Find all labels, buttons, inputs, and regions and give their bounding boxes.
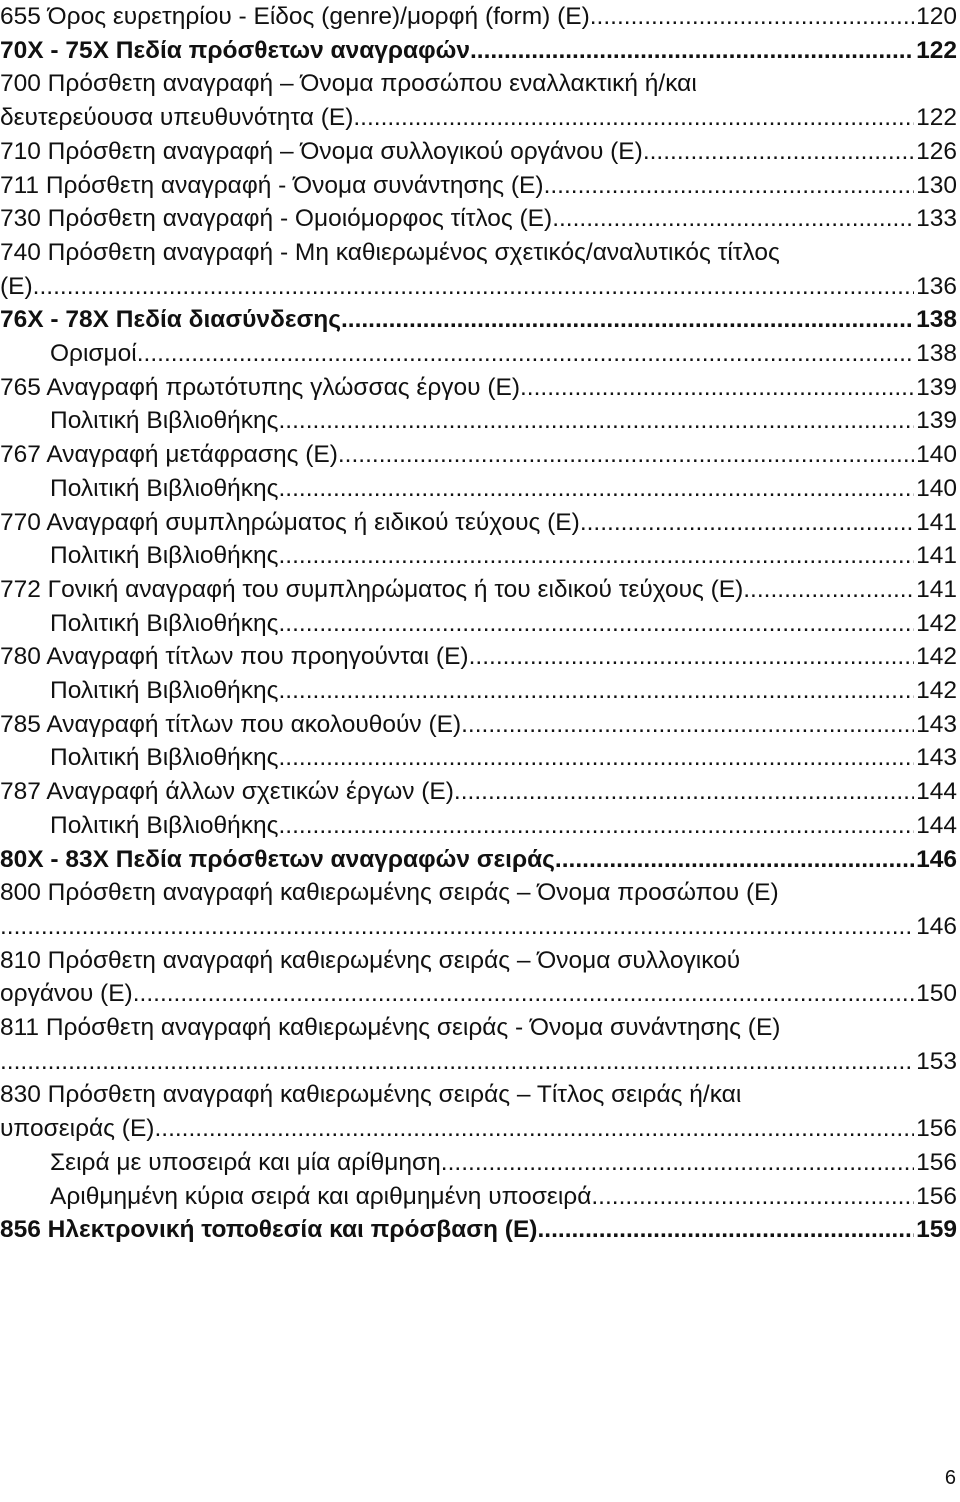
- toc-dot-leader: [470, 36, 914, 66]
- toc-entry-title-continuation: υποσειράς (Ε): [0, 1115, 155, 1143]
- toc-page-number: 153: [916, 1047, 957, 1075]
- toc-entry[interactable]: [50, 339, 957, 369]
- toc-dot-leader: [555, 845, 914, 875]
- toc-dot-leader: [133, 979, 914, 1009]
- toc-entry-title: 856 Ηλεκτρονική τοποθεσία και πρόσβαση (Ε): [0, 1216, 538, 1244]
- toc-entry-title: Πολιτική Βιβλιοθήκης: [50, 677, 279, 704]
- toc-page-number: 122: [916, 104, 957, 132]
- toc-entry[interactable]: [0, 1215, 957, 1245]
- toc-page-number: 133: [916, 205, 957, 233]
- toc-entry-continuation[interactable]: [0, 1047, 957, 1077]
- toc-dot-leader: [278, 474, 914, 504]
- toc-page-number: 136: [916, 272, 957, 300]
- toc-entry-title: 710 Πρόσθετη αναγραφή – Όνομα συλλογικού οργάνου (Ε): [0, 137, 643, 165]
- page-number: 6: [944, 1467, 956, 1489]
- toc-entry[interactable]: [0, 373, 957, 403]
- toc-entry[interactable]: [50, 474, 957, 504]
- toc-entry-continuation[interactable]: [0, 1114, 957, 1144]
- toc-page-number: 146: [916, 845, 957, 873]
- toc-entry-title: 810 Πρόσθετη αναγραφή καθιερωμένης σειράς – Όνομα συλλογικού: [0, 946, 741, 974]
- toc-dot-leader: [537, 1215, 914, 1245]
- toc-page-number: 138: [916, 340, 957, 367]
- toc-dot-leader: [591, 1182, 914, 1212]
- toc-entry-title: 785 Αναγραφή τίτλων που ακολουθούν (Ε): [0, 710, 462, 738]
- toc-entry[interactable]: [0, 238, 957, 268]
- toc-page-number: 144: [916, 811, 957, 839]
- toc-page-number: 144: [916, 778, 957, 806]
- toc-page-number: 140: [916, 441, 957, 469]
- toc-entry-title: 770 Αναγραφή συμπληρώματος ή ειδικού τεύχους (Ε): [0, 508, 580, 536]
- toc-entry-title: 740 Πρόσθετη αναγραφή - Μη καθιερωμένος σχετικός/αναλυτικός τίτλος: [0, 238, 780, 266]
- toc-page-number: 146: [916, 912, 957, 940]
- toc-entry[interactable]: [0, 845, 957, 875]
- toc-dot-leader: [544, 171, 915, 201]
- toc-entry-title-continuation: (Ε): [0, 272, 33, 300]
- toc-page-number: 150: [916, 980, 957, 1008]
- toc-dot-leader: [469, 642, 915, 672]
- toc-entry-title-continuation: δευτερεύουσα υπευθυνότητα (Ε): [0, 104, 354, 132]
- toc-dot-leader: [338, 440, 914, 470]
- toc-page-number: 143: [916, 744, 957, 772]
- toc-entry[interactable]: [50, 811, 957, 841]
- toc-dot-leader: [743, 575, 914, 605]
- toc-entry-title: Πολιτική Βιβλιοθήκης: [50, 744, 279, 772]
- toc-entry-title: 655 Όρος ευρετηρίου - Είδος (genre)/μορφή (form) (Ε): [0, 3, 590, 30]
- toc-dot-leader: [278, 406, 914, 436]
- toc-entry[interactable]: [0, 946, 957, 976]
- toc-entry-title: Πολιτική Βιβλιοθήκης: [50, 542, 279, 570]
- toc-entry[interactable]: [50, 676, 957, 706]
- toc-entry-title: 765 Αναγραφή πρωτότυπης γλώσσας έργου (Ε): [0, 373, 520, 401]
- toc-dot-leader: [137, 339, 914, 369]
- toc-entry-title: 830 Πρόσθετη αναγραφή καθιερωμένης σειράς – Τίτλος σειράς ή/και: [0, 1081, 742, 1109]
- toc-entry-title: 780 Αναγραφή τίτλων που προηγούνται (Ε): [0, 643, 469, 671]
- toc-page-number: 142: [916, 643, 957, 671]
- toc-page-number: 120: [916, 3, 957, 30]
- toc-entry-title-continuation: οργάνου (Ε): [0, 980, 133, 1008]
- toc-dot-leader: [0, 912, 914, 942]
- toc-page-number: 141: [916, 508, 957, 536]
- toc-entry-title: 76X - 78X Πεδία διασύνδεσης: [0, 306, 341, 334]
- toc-entry[interactable]: [50, 406, 957, 436]
- toc-entry-title: Αριθμημένη κύρια σειρά και αριθμημένη υποσειρά: [50, 1182, 592, 1210]
- toc-dot-leader: [580, 508, 914, 538]
- toc-entry[interactable]: [0, 1080, 957, 1110]
- toc-dot-leader: [278, 609, 914, 639]
- toc-page-number: 143: [916, 710, 957, 738]
- toc-entry[interactable]: [0, 777, 957, 807]
- toc-page-number: 156: [916, 1115, 957, 1143]
- toc-dot-leader: [278, 811, 914, 841]
- toc-entry[interactable]: [0, 1013, 957, 1043]
- toc-entry[interactable]: [50, 743, 957, 773]
- toc-page-number: 139: [916, 407, 957, 435]
- toc-page-number: 156: [916, 1148, 957, 1176]
- toc-entry[interactable]: [0, 204, 957, 234]
- toc-entry-title: 711 Πρόσθετη αναγραφή - Όνομα συνάντησης (Ε): [0, 171, 544, 199]
- toc-dot-leader: [590, 2, 914, 32]
- toc-entry-title: 700 Πρόσθετη αναγραφή – Όνομα προσώπου εναλλακτική ή/και: [0, 70, 697, 98]
- toc-dot-leader: [278, 541, 914, 571]
- toc-entry-title: 730 Πρόσθετη αναγραφή - Ομοιόμορφος τίτλος (Ε): [0, 205, 553, 233]
- toc-entry-title: Πολιτική Βιβλιοθήκης: [50, 811, 279, 839]
- toc-entry[interactable]: [0, 305, 957, 335]
- toc-entry[interactable]: [0, 2, 957, 32]
- toc-entry[interactable]: [0, 878, 957, 908]
- toc-entry-title: 787 Αναγραφή άλλων σχετικών έργων (Ε): [0, 778, 454, 806]
- toc-entry-title: 80X - 83X Πεδία πρόσθετων αναγραφών σειράς: [0, 845, 555, 873]
- toc-page-number: 156: [916, 1182, 957, 1210]
- toc-entry-title: Πολιτική Βιβλιοθήκης: [50, 474, 279, 502]
- toc-dot-leader: [643, 137, 914, 167]
- toc-page-number: 122: [916, 36, 957, 64]
- toc-page-number: 141: [916, 542, 957, 570]
- toc-dot-leader: [353, 103, 914, 133]
- toc-page-number: 130: [916, 171, 957, 199]
- toc-entry-continuation[interactable]: [0, 272, 957, 302]
- toc-dot-leader: [278, 676, 914, 706]
- toc-entry[interactable]: [0, 137, 957, 167]
- toc-entry-title: 811 Πρόσθετη αναγραφή καθιερωμένης σειράς - Όνομα συνάντησης (Ε): [0, 1014, 781, 1041]
- toc-entry-title: 70X - 75X Πεδία πρόσθετων αναγραφών: [0, 36, 470, 64]
- toc-entry[interactable]: [50, 609, 957, 639]
- toc-entry-title: Πολιτική Βιβλιοθήκης: [50, 407, 279, 435]
- toc-entry[interactable]: [0, 171, 957, 201]
- toc-dot-leader: [278, 743, 914, 773]
- toc-page-number: 139: [916, 373, 957, 401]
- toc-entry[interactable]: [0, 440, 957, 470]
- toc-dot-leader: [0, 1047, 914, 1077]
- toc-entry[interactable]: [0, 508, 957, 538]
- toc-page-number: 142: [916, 677, 957, 704]
- toc-dot-leader: [33, 272, 914, 302]
- toc-page-number: 126: [916, 137, 957, 165]
- toc-entry-continuation[interactable]: [0, 103, 957, 133]
- toc-entry-title: Ορισμοί: [50, 340, 137, 367]
- toc-entry-continuation[interactable]: [0, 912, 957, 942]
- toc-entry[interactable]: [0, 575, 957, 605]
- toc-entry-title: Πολιτική Βιβλιοθήκης: [50, 609, 279, 637]
- toc-dot-leader: [441, 1148, 914, 1178]
- toc-entry[interactable]: [0, 69, 957, 99]
- toc-entry[interactable]: [50, 541, 957, 571]
- toc-page-number: 138: [916, 306, 957, 334]
- toc-dot-leader: [341, 305, 914, 335]
- toc-entry-title: 767 Αναγραφή μετάφρασης (Ε): [0, 441, 338, 469]
- toc-dot-leader: [454, 777, 914, 807]
- toc-dot-leader: [552, 204, 914, 234]
- toc-page-number: 141: [916, 575, 957, 603]
- toc-entry[interactable]: [0, 710, 957, 740]
- toc-entry[interactable]: [0, 36, 957, 66]
- toc-dot-leader: [154, 1114, 914, 1144]
- toc-entry[interactable]: [50, 1182, 957, 1212]
- toc-entry[interactable]: [0, 642, 957, 672]
- toc-entry[interactable]: [50, 1148, 957, 1178]
- toc-page-number: 140: [916, 474, 957, 502]
- toc-page-number: 142: [916, 609, 957, 637]
- toc-page-number: 159: [916, 1216, 957, 1244]
- toc-entry-title: 800 Πρόσθετη αναγραφή καθιερωμένης σειράς – Όνομα προσώπου (Ε): [0, 879, 779, 907]
- toc-entry-continuation[interactable]: [0, 979, 957, 1009]
- toc-entry-title: 772 Γονική αναγραφή του συμπληρώματος ή του ειδικού τεύχους (Ε): [0, 575, 744, 603]
- toc-entry-title: Σειρά με υποσειρά και μία αρίθμηση: [50, 1148, 441, 1176]
- toc-dot-leader: [520, 373, 914, 403]
- toc-dot-leader: [461, 710, 914, 740]
